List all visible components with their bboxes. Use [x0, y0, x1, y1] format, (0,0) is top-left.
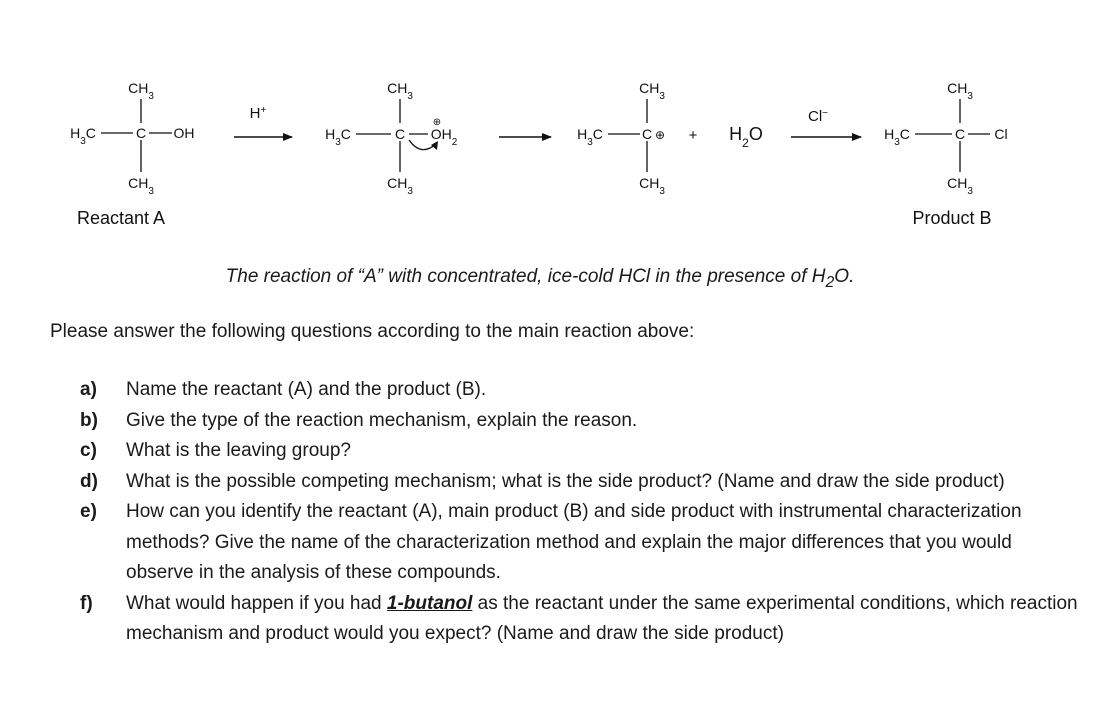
reaction-caption	[0, 266, 1080, 292]
question-text: Give the type of the reaction mechanism, explain the reason.	[126, 409, 638, 431]
carbocation-positive-charge: ⊕	[654, 128, 666, 142]
product-b-bottom-ch3: $CH_3$	[947, 175, 973, 197]
carbocation-center-c: C	[641, 126, 653, 142]
question-f	[80, 589, 1080, 650]
reactant-a-oh: OH	[173, 125, 195, 141]
water-molecule: $H_2O$	[729, 124, 763, 150]
question-d	[80, 467, 1080, 498]
product-b-structure	[884, 80, 1008, 197]
question-letter: d)	[80, 470, 98, 492]
question-list	[80, 375, 1080, 650]
oxonium-center-c: C	[394, 126, 406, 142]
reagent-proton: H+	[249, 104, 267, 122]
carbocation-intermediate	[577, 80, 665, 197]
question-letter: c)	[80, 440, 97, 461]
oxonium-bottom-ch3: $CH_3$	[387, 175, 413, 197]
caption-text: The reaction of “A” with concentrated, ice-cold HCl in the presence of H	[225, 266, 826, 287]
reagent-chloride: Cl−	[807, 107, 829, 125]
question-f-text-start: What would happen if you had	[126, 592, 387, 614]
oxonium-positive-charge: ⊕	[432, 117, 442, 128]
caption-end: O.	[834, 266, 855, 287]
curved-arrow-head-icon	[431, 141, 438, 150]
product-b-bonds	[915, 99, 990, 172]
question-a	[80, 375, 1080, 406]
carbocation-top-ch3: $CH_3$	[639, 80, 665, 102]
oxonium-intermediate	[325, 80, 458, 197]
question-text: What is the leaving group?	[126, 440, 351, 461]
plus-sign: +	[688, 127, 698, 144]
question-text: How can you identify the reactant (A), main product (B) and side product with instrumental characterization methods? Give the name of the characterization method and explain the major differences that you would observe in the analysis of these compounds.	[126, 501, 1022, 583]
question-letter: b)	[80, 409, 98, 431]
question-c	[80, 436, 1080, 467]
oxonium-bonds	[356, 99, 428, 172]
product-b-center-c: C	[954, 126, 966, 142]
question-text: What is the possible competing mechanism; what is the side product? (Name and draw the side product)	[126, 470, 1005, 492]
reactant-a-structure	[70, 80, 194, 197]
product-b-h3c: $H_3C$	[884, 126, 910, 148]
question-b	[80, 406, 1080, 437]
reaction-scheme	[0, 0, 1098, 240]
question-e	[80, 497, 1080, 589]
carbocation-bottom-ch3: $CH_3$	[639, 175, 665, 197]
reactant-a-label: Reactant A	[76, 208, 166, 228]
product-b-label: Product B	[912, 208, 992, 228]
caption-subscript: 2	[825, 273, 835, 291]
product-b-cl: Cl	[994, 126, 1008, 142]
carbocation-h3c: $H_3C$	[577, 126, 603, 148]
question-letter: a)	[80, 379, 97, 400]
instruction-text: Please answer the following questions according to the main reaction above:	[50, 321, 695, 342]
product-b-top-ch3: $CH_3$	[947, 80, 973, 102]
question-letter: e)	[80, 501, 97, 522]
reactant-a-bottom-ch3: $CH_3$	[128, 175, 154, 197]
reactant-a-h3c: $H_3C$	[70, 125, 96, 147]
oxonium-oh2: $OH_2$	[430, 126, 458, 148]
question-letter: f)	[80, 592, 93, 614]
question-f-emphasis: 1-butanol	[386, 592, 473, 614]
oxonium-top-ch3: $CH_3$	[387, 80, 413, 102]
reactant-a-center-c: C	[135, 125, 147, 141]
question-text	[126, 589, 1080, 650]
question-text: Name the reactant (A) and the product (B).	[126, 379, 487, 400]
reactant-a-top-ch3: $CH_3$	[128, 80, 154, 102]
oxonium-h3c: $H_3C$	[325, 126, 351, 148]
question-f-text-end: as the reactant under the same experimental conditions, which reaction mechanism and product would you expect? (Name and draw the side product)	[126, 592, 1078, 644]
